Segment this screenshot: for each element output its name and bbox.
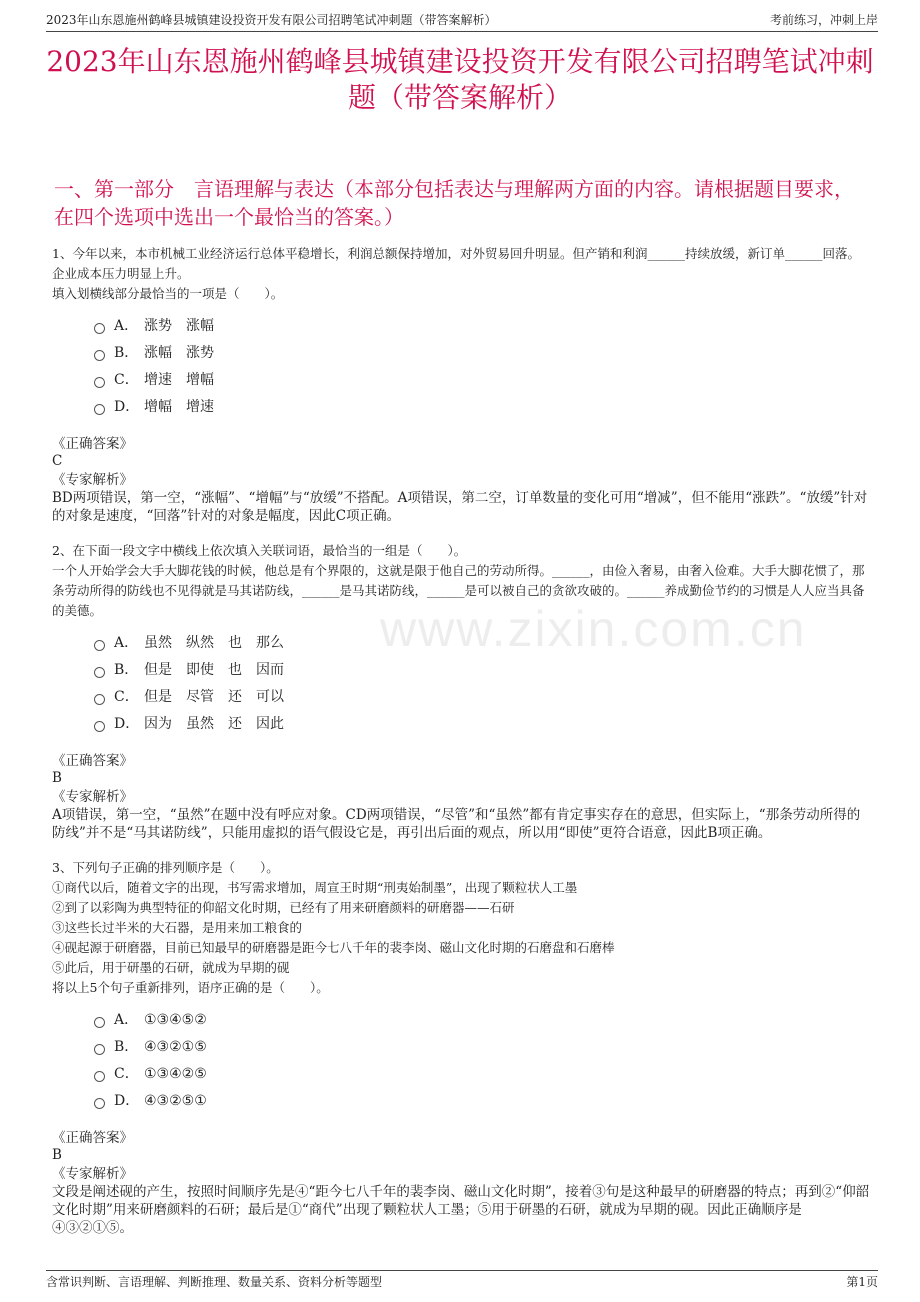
option-text: 涨幅 涨势 — [144, 344, 214, 361]
answer-value: C — [52, 453, 63, 469]
option-text: 但是 即使 也 因而 — [144, 661, 284, 678]
document-title: 2023年山东恩施州鹤峰县城镇建设投资开发有限公司招聘笔试冲刺题（带答案解析） — [46, 45, 874, 114]
option-letter: A． — [114, 317, 139, 334]
radio-icon[interactable] — [94, 404, 105, 415]
option-letter: C． — [114, 1065, 139, 1082]
question-2-passage: 一个人开始学会大手大脚花钱的时候，他总是有个界限的，这就是限于他自己的劳动所得。______，由俭入奢易，由奢入俭难。大手大脚花惯了，那条劳动所得的防线也不见得就是马其诺防线，______是马其诺防线，______是可以被自己的贪欲攻破的。______养成勤俭节约的习惯是人人应当具备的美德。 — [52, 563, 865, 618]
radio-icon[interactable] — [94, 377, 105, 388]
page-header — [46, 10, 878, 32]
radio-icon[interactable] — [94, 350, 105, 361]
option-b[interactable] — [94, 656, 870, 683]
explanation-text: 文段是阐述砚的产生，按照时间顺序先是④“距今七八千年的裴李岗、磁山文化时期”，接着③句是这种最早的研磨器的特点；再到②“仰韶文化时期”用来研磨颜料的石研；最后是①“商代”出现了颗粒状人工墨；⑤用于研墨的石研，就成为早期的砚。因此正确顺序是④③②①⑤。 — [52, 1184, 870, 1236]
option-letter: D． — [114, 1092, 140, 1109]
option-letter: C． — [114, 371, 139, 388]
answer-value: B — [52, 1147, 62, 1163]
option-text: 因为 虽然 还 因此 — [144, 715, 284, 732]
sentence-line: ③这些长过半米的大石器，是用来加工粮食的 — [52, 920, 303, 935]
radio-icon[interactable] — [94, 1017, 105, 1028]
answer-label: 《正确答案》 — [52, 436, 133, 452]
option-text: 但是 尽管 还 可以 — [144, 688, 284, 705]
radio-icon[interactable] — [94, 323, 105, 334]
option-b[interactable] — [94, 1033, 870, 1060]
answer-label: 《正确答案》 — [52, 1130, 133, 1146]
question-3-prompt: 将以上5个句子重新排列，语序正确的是（ ）。 — [52, 980, 329, 995]
option-b[interactable] — [94, 339, 870, 366]
radio-icon[interactable] — [94, 694, 105, 705]
question-1-options — [94, 312, 870, 420]
page-number: 第1页 — [846, 1275, 878, 1289]
option-c[interactable] — [94, 1060, 870, 1087]
explanation-label: 《专家解析》 — [52, 472, 133, 488]
question-1 — [52, 244, 870, 525]
option-c[interactable] — [94, 683, 870, 710]
question-2-options — [94, 629, 870, 737]
option-letter: D． — [114, 715, 140, 732]
header-right-text: 考前练习，冲刺上岸 — [769, 13, 878, 27]
question-2-stem: 2、在下面一段文字中横线上依次填入关联词语，最恰当的一组是（ ）。 — [52, 543, 467, 558]
option-d[interactable] — [94, 710, 870, 737]
question-3 — [52, 858, 870, 1237]
question-1-stem: 1、今年以来，本市机械工业经济运行总体平稳增长，利润总额保持增加，对外贸易回升明显。但产销和利润______持续放缓，新订单______回落。企业成本压力明显上升。 — [52, 246, 860, 281]
option-text: 增速 增幅 — [144, 371, 214, 388]
sentence-line: ④砚起源于研磨器，目前已知最早的研磨器是距今七八千年的裴李岗、磁山文化时期的石磨盘和石磨棒 — [52, 940, 615, 955]
option-text: ①③④②⑤ — [144, 1065, 207, 1082]
section-heading: 一、第一部分 言语理解与表达（本部分包括表达与理解两方面的内容。请根据题目要求，在四个选项中选出一个最恰当的答案。） — [54, 177, 854, 229]
explanation-label: 《专家解析》 — [52, 1166, 133, 1182]
question-1-prompt: 填入划横线部分最恰当的一项是（ ）。 — [52, 286, 284, 301]
explanation-label: 《专家解析》 — [52, 789, 133, 805]
header-left-text: 2023年山东恩施州鹤峰县城镇建设投资开发有限公司招聘笔试冲刺题（带答案解析） — [46, 13, 497, 27]
option-text: 涨势 涨幅 — [144, 317, 214, 334]
option-text: 虽然 纵然 也 那么 — [144, 634, 284, 651]
option-text: ④③②①⑤ — [144, 1038, 207, 1055]
sentence-line: ②到了以彩陶为典型特征的仰韶文化时期，已经有了用来研磨颜料的研磨器——石研 — [52, 900, 515, 915]
option-a[interactable] — [94, 1006, 870, 1033]
radio-icon[interactable] — [94, 640, 105, 651]
page-footer — [46, 1270, 878, 1290]
radio-icon[interactable] — [94, 721, 105, 732]
option-d[interactable] — [94, 1087, 870, 1114]
option-letter: A． — [114, 1011, 139, 1028]
radio-icon[interactable] — [94, 1044, 105, 1055]
explanation-text: A项错误，第一空，“虽然”在题中没有呼应对象。CD两项错误，“尽管”和“虽然”都有肯定事实存在的意思，但实际上，“那条劳动所得的防线”并不是“马其诺防线”，只能用虚拟的语气假设它是，再引出后面的观点，所以用“即使”更符合语意，因此B项正确。 — [52, 807, 861, 841]
explanation-text: BD两项错误，第一空，“涨幅”、“增幅”与“放缓”不搭配。A项错误，第二空，订单数量的变化可用“增减”，但不能用“涨跌”。“放缓”针对的对象是速度，“回落”针对的对象是幅度，因此C项正确。 — [52, 490, 868, 524]
radio-icon[interactable] — [94, 667, 105, 678]
option-letter: A． — [114, 634, 139, 651]
option-text: ④③②⑤① — [144, 1092, 207, 1109]
questions-container — [52, 244, 870, 1237]
option-a[interactable] — [94, 629, 870, 656]
watermark: www.zixin.com.cn — [380, 601, 807, 657]
option-letter: B． — [114, 344, 139, 361]
answer-value: B — [52, 770, 62, 786]
answer-label: 《正确答案》 — [52, 753, 133, 769]
option-letter: B． — [114, 661, 139, 678]
option-letter: C． — [114, 688, 139, 705]
question-3-stem: 3、下列句子正确的排列顺序是（ ）。 — [52, 860, 279, 875]
option-a[interactable] — [94, 312, 870, 339]
option-text: ①③④⑤② — [144, 1011, 207, 1028]
option-letter: D． — [114, 398, 140, 415]
option-c[interactable] — [94, 366, 870, 393]
sentence-line: ⑤此后，用于研墨的石研，就成为早期的砚 — [52, 960, 290, 975]
option-d[interactable] — [94, 393, 870, 420]
footer-left-text: 含常识判断、言语理解、判断推理、数量关系、资料分析等题型 — [46, 1275, 383, 1289]
radio-icon[interactable] — [94, 1098, 105, 1109]
radio-icon[interactable] — [94, 1071, 105, 1082]
sentence-line: ①商代以后，随着文字的出现，书写需求增加，周宣王时期“刑夷始制墨”，出现了颗粒状人工墨 — [52, 880, 578, 895]
question-2 — [52, 541, 870, 842]
question-3-options — [94, 1006, 870, 1114]
option-text: 增幅 增速 — [144, 398, 214, 415]
option-letter: B． — [114, 1038, 139, 1055]
